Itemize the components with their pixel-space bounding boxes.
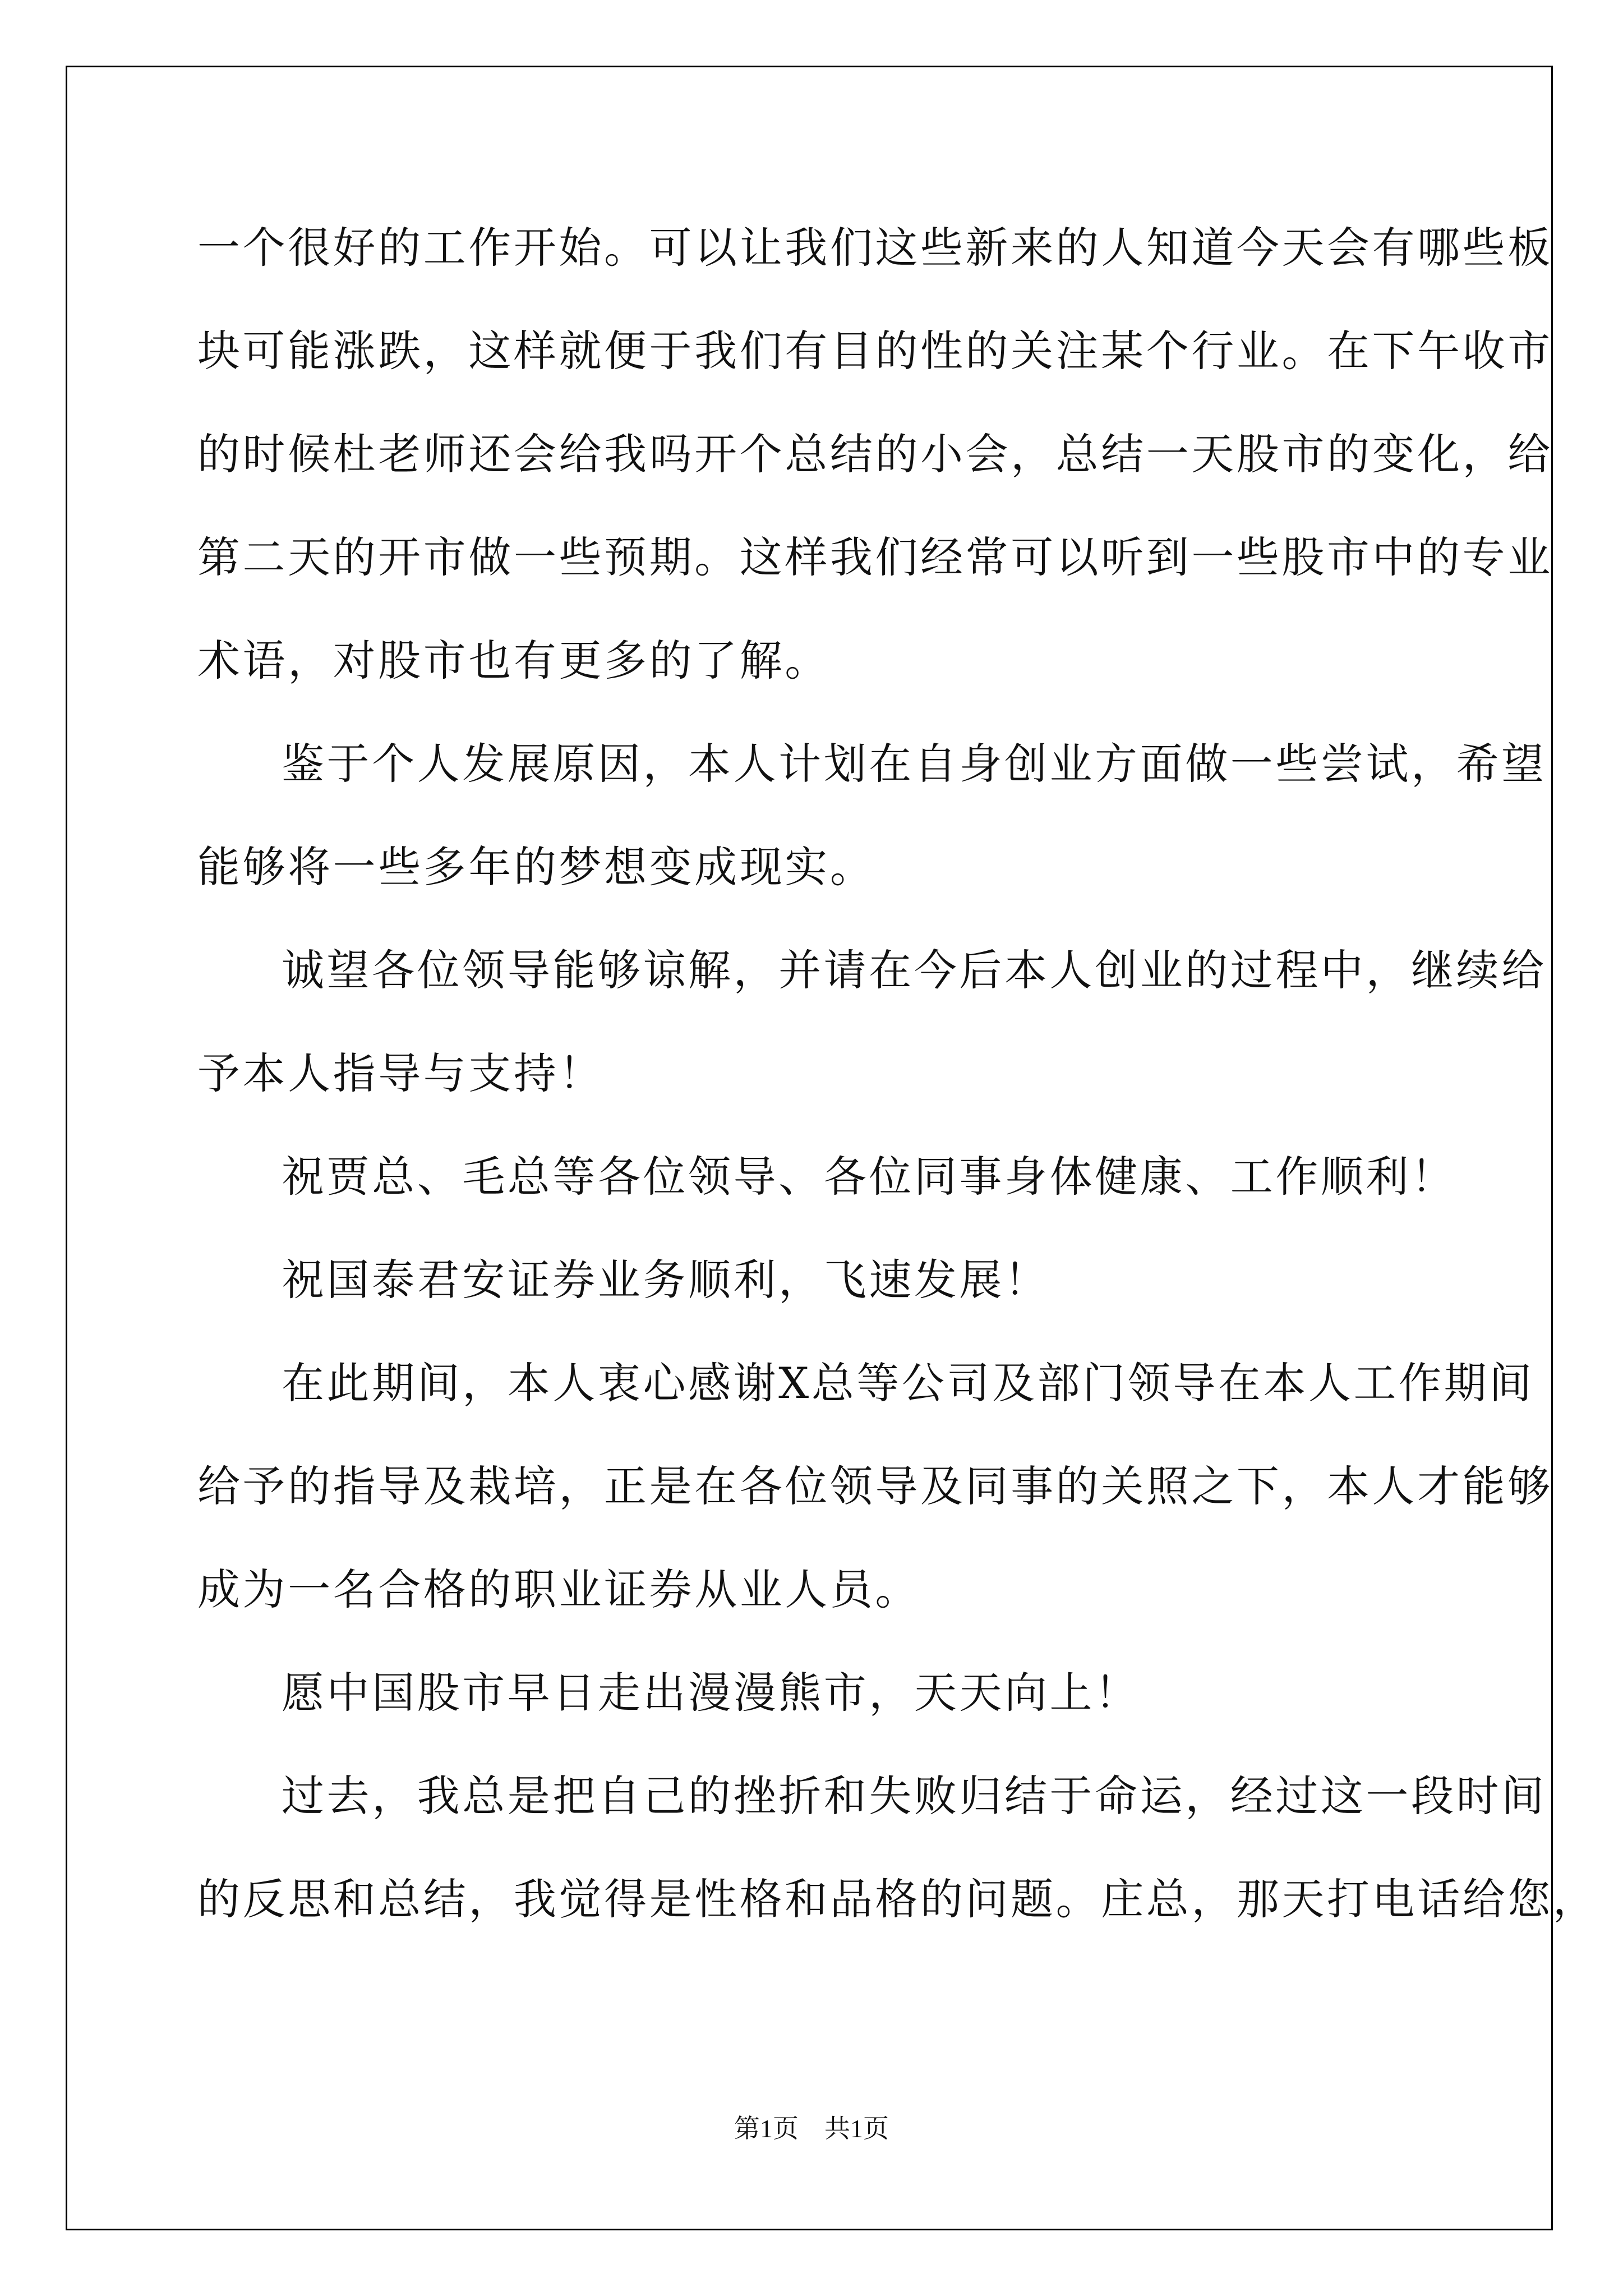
paragraph-start-line: 鉴于个人发展原因，本人计划在自身创业方面做一些尝试，希望 <box>282 739 1547 789</box>
text-line: 给予的指导及栽培，正是在各位领导及同事的关照之下，本人才能够 <box>197 1461 1553 1511</box>
text-line: 的时候杜老师还会给我吗开个总结的小会，总结一天股市的变化，给 <box>197 429 1553 479</box>
page-number-footer: 第1页 共1页 <box>734 2114 889 2143</box>
text-line: 第二天的开市做一些预期。这样我们经常可以听到一些股市中的专业 <box>197 532 1553 582</box>
paragraph-start-line: 祝贾总、毛总等各位领导、各位同事身体健康、工作顺利！ <box>282 1152 1456 1202</box>
paragraph-start-line: 诚望各位领导能够谅解，并请在今后本人创业的过程中，继续给 <box>282 945 1547 995</box>
text-line: 予本人指导与支持！ <box>197 1048 605 1098</box>
paragraph-start-line: 在此期间，本人衷心感谢X总等公司及部门领导在本人工作期间 <box>282 1358 1534 1408</box>
text-line: 块可能涨跌，这样就便于我们有目的性的关注某个行业。在下午收市 <box>197 326 1553 376</box>
paragraph-start-line: 过去，我总是把自己的挫折和失败归结于命运，经过这一段时间 <box>282 1771 1547 1821</box>
text-line: 术语，对股市也有更多的了解。 <box>197 636 830 685</box>
paragraph-start-line: 祝国泰君安证券业务顺利，飞速发展！ <box>282 1255 1050 1305</box>
text-line: 一个很好的工作开始。可以让我们这些新来的人知道今天会有哪些板 <box>197 223 1553 273</box>
paragraph-start-line: 愿中国股市早日走出漫漫熊市，天天向上！ <box>282 1668 1140 1718</box>
text-line: 的反思和总结，我觉得是性格和品格的问题。庄总，那天打电话给您， <box>197 1874 1598 1924</box>
text-line: 能够将一些多年的梦想变成现实。 <box>197 842 875 892</box>
text-line: 成为一名合格的职业证券从业人员。 <box>197 1565 920 1614</box>
